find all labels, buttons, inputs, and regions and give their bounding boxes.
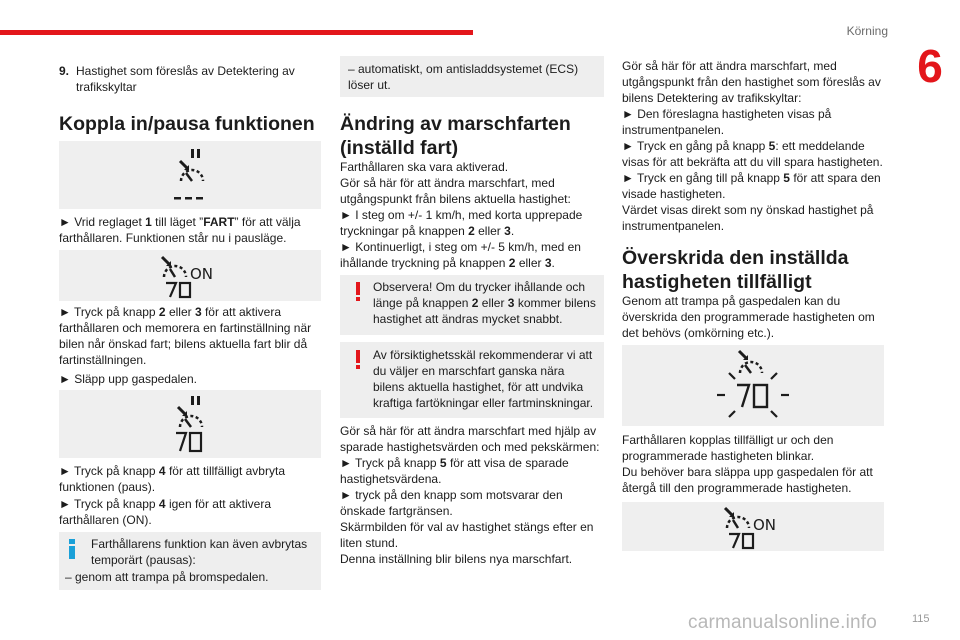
paragraph-steg-5: ► Kontinuerligt, i steg om +/- 5 km/h, med en ihållande tryckning på knappen 2 eller 3. bbox=[340, 240, 581, 270]
paragraph-stangs: Skärmbilden för val av hastighet stängs efter en liten stund. bbox=[340, 520, 594, 550]
warning-icon bbox=[356, 350, 360, 369]
cruise-control-pause-speed-icon bbox=[170, 393, 210, 455]
on-label: ON bbox=[190, 264, 214, 283]
paragraph-gaspedalen: Genom att trampa på gaspedalen kan du överskrida den programmerade hastigheten om det behövs (omkörning etc.). bbox=[622, 294, 875, 340]
section-label: Körning bbox=[846, 24, 888, 38]
paragraph-knapp-5: ► Tryck på knapp 5 för att visa de sparade hastighetsvärdena. bbox=[340, 456, 569, 486]
info-continued-text: – automatiskt, om antisladdsystemet (ECS) löser ut. bbox=[348, 62, 579, 92]
paragraph-en-gang-till: ► Tryck en gång till på knapp 5 för att spara den visade hastigheten. bbox=[622, 171, 881, 201]
warning-text-1: Observera! Om du trycker ihållande och länge på knappen 2 eller 3 kommer bilens hastighet att ändras mycket snabbt. bbox=[373, 280, 596, 326]
heading-koppla: Koppla in/pausa funktionen bbox=[59, 113, 315, 135]
paragraph-fartgrans: ► tryck på den knapp som motsvarar den önskade fartgränsen. bbox=[340, 488, 563, 518]
warning-text-2: Av försiktighetsskäl rekommenderar vi att du väljer en marschfart ganska nära bilens aktuella hastighet, för att undvika kraftiga fartökningar eller fartminskningar. bbox=[373, 348, 594, 410]
info-box bbox=[59, 532, 321, 590]
pause-speed-panel bbox=[59, 390, 321, 458]
info-box-continued bbox=[340, 56, 604, 97]
info-text: Farthållarens funktion kan även avbrytas temporärt (pausas): bbox=[91, 537, 308, 567]
paragraph-kopplas-ur: Farthållaren kopplas tillfälligt ur och den programmerade hastigheten blinkar. bbox=[622, 433, 834, 463]
paragraph-knapp-4-on: ► Tryck på knapp 4 igen för att aktivera farthållaren (ON). bbox=[59, 497, 271, 527]
paragraph-ny-marschfart: Denna inställning blir bilens nya marschfart. bbox=[340, 552, 573, 566]
paragraph-pekskarm: Gör så här för att ändra marschfart med hjälp av sparade hastighetsvärden och med pekskärmen: bbox=[340, 424, 600, 454]
paragraph-knapp-4-paus: ► Tryck på knapp 4 för att tillfälligt avbryta funktionen (paus). bbox=[59, 464, 285, 494]
paragraph-aktiverad: Farthållaren ska vara aktiverad. bbox=[340, 160, 509, 174]
warning-box-2 bbox=[340, 342, 604, 418]
pause-display-panel bbox=[59, 141, 321, 209]
heading-overskrida: Överskrida den inställda hastigheten tillfälligt bbox=[622, 247, 849, 293]
paragraph-foreslagna: ► Den föreslagna hastigheten visas på instrumentpanelen. bbox=[622, 107, 832, 137]
cruise-control-on-icon bbox=[721, 504, 785, 550]
list-number: 9. bbox=[59, 64, 70, 78]
paragraph-tryck-2-3: ► Tryck på knapp 2 eller 3 för att aktivera farthållaren och memorera en fartinställning när bilen når önskad fart; bilens aktuella fart blir då fartinställningen. bbox=[59, 305, 312, 367]
on-display-panel-2 bbox=[622, 502, 884, 551]
paragraph-steg-1: ► I steg om +/- 1 km/h, med korta upprepade tryckningar på knappen 2 eller 3. bbox=[340, 208, 583, 238]
list-text: Hastighet som föreslås av Detektering av trafikskyltar bbox=[76, 64, 295, 94]
chapter-number: 6 bbox=[917, 40, 943, 92]
paragraph-vardet: Värdet visas direkt som ny önskad hastighet på instrumentpanelen. bbox=[622, 203, 874, 233]
watermark: carmanualsonline.info bbox=[688, 612, 878, 633]
cruise-control-pause-icon bbox=[170, 145, 210, 205]
blinking-speed-panel bbox=[622, 345, 884, 426]
paragraph-utgangspunkt: Gör så här för att ändra marschfart, med utgångspunkt från bilens aktuella hastighet: bbox=[340, 176, 571, 206]
blinking-speed-icon bbox=[711, 347, 795, 425]
paragraph-slapp: ► Släpp upp gaspedalen. bbox=[59, 372, 197, 386]
list-item-9 bbox=[59, 63, 321, 95]
paragraph-en-gang: ► Tryck en gång på knapp 5: ett meddelande visas för att bekräfta att du vill spara hastigheten. bbox=[622, 139, 883, 169]
paragraph-vrid: ► Vrid reglaget 1 till läget ”FART” för att välja farthållaren. Funktionen står nu i pausläge. bbox=[59, 215, 301, 245]
on-label: ON bbox=[753, 515, 777, 534]
warning-icon bbox=[356, 282, 360, 301]
header-accent-bar bbox=[0, 30, 473, 35]
page-number: 115 bbox=[912, 613, 930, 625]
heading-andring: Ändring av marschfarten (inställd fart) bbox=[340, 113, 571, 159]
warning-box-1 bbox=[340, 275, 604, 335]
paragraph-slappa-upp: Du behöver bara släppa upp gaspedalen för att återgå till den programmerade hastigheten. bbox=[622, 465, 873, 495]
cruise-control-on-icon bbox=[158, 253, 222, 299]
on-display-panel bbox=[59, 250, 321, 301]
info-item: – genom att trampa på bromspedalen. bbox=[65, 570, 269, 584]
info-icon bbox=[69, 539, 75, 559]
paragraph-trafikskyltar: Gör så här för att ändra marschfart, med utgångspunkt från den hastighet som föreslås av bilens Detektering av trafikskyltar: bbox=[622, 59, 881, 105]
